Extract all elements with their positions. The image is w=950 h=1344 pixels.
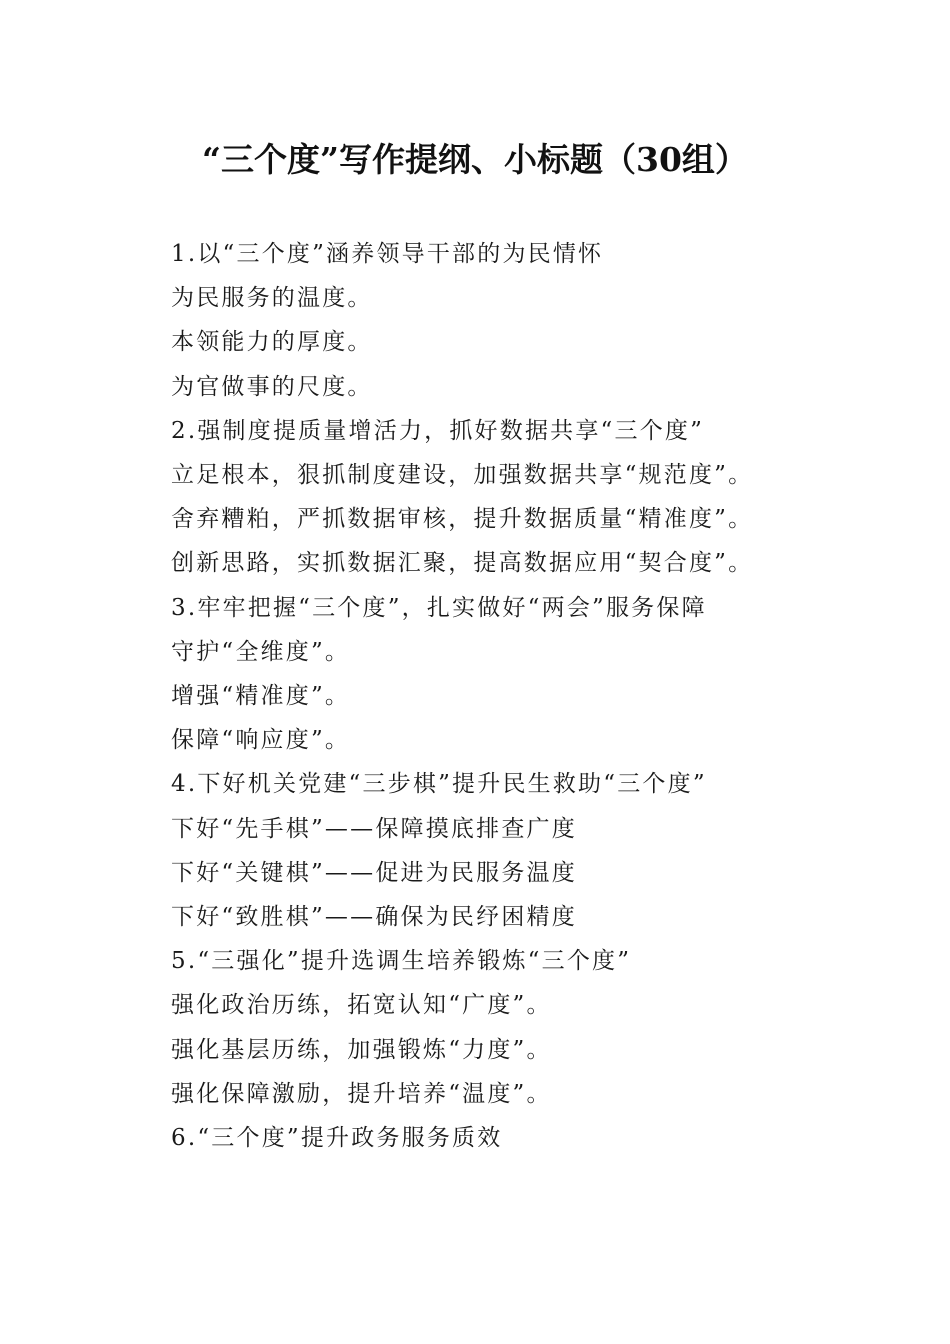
- list-item: 强化政治历练，拓宽认知“广度”。: [171, 992, 552, 1019]
- heading-6: 6.“三个度”提升政务服务质效: [171, 1125, 503, 1152]
- list-item: 创新思路，实抓数据汇聚，提高数据应用“契合度”。: [171, 550, 754, 577]
- list-item: 增强“精准度”。: [171, 683, 351, 710]
- list-item: 强化基层历练，加强锻炼“力度”。: [171, 1036, 552, 1063]
- list-item: 立足根本，狠抓制度建设，加强数据共享“规范度”。: [171, 462, 754, 489]
- heading-3: 3.牢牢把握“三个度”，扎实做好“两会”服务保障: [171, 594, 707, 621]
- list-item: 下好“关键棋”——促进为民服务温度: [171, 859, 577, 886]
- list-item: 舍弃糟粕，严抓数据审核，提升数据质量“精准度”。: [171, 506, 754, 533]
- list-item: 为民服务的温度。: [171, 285, 373, 312]
- list-item: 为官做事的尺度。: [171, 373, 373, 400]
- list-item: 本领能力的厚度。: [171, 329, 373, 356]
- document-title: “三个度”写作提纲、小标题（30组）: [202, 140, 748, 179]
- heading-1: 1.以“三个度”涵养领导干部的为民情怀: [171, 241, 604, 267]
- heading-2: 2.强制度提质量增活力，抓好数据共享“三个度”: [171, 417, 705, 444]
- list-item: 强化保障激励，提升培养“温度”。: [171, 1080, 552, 1107]
- list-item: 下好“致胜棋”——确保为民纾困精度: [171, 904, 577, 931]
- list-item: 下好“先手棋”——保障摸底排查广度: [171, 815, 577, 842]
- document-body: [171, 232, 911, 1160]
- heading-4: 4.下好机关党建“三步棋”提升民生救助“三个度”: [171, 771, 707, 798]
- heading-5: 5.“三强化”提升选调生培养锻炼“三个度”: [171, 948, 632, 975]
- list-item: 保障“响应度”。: [171, 727, 351, 754]
- list-item: 守护“全维度”。: [171, 638, 351, 665]
